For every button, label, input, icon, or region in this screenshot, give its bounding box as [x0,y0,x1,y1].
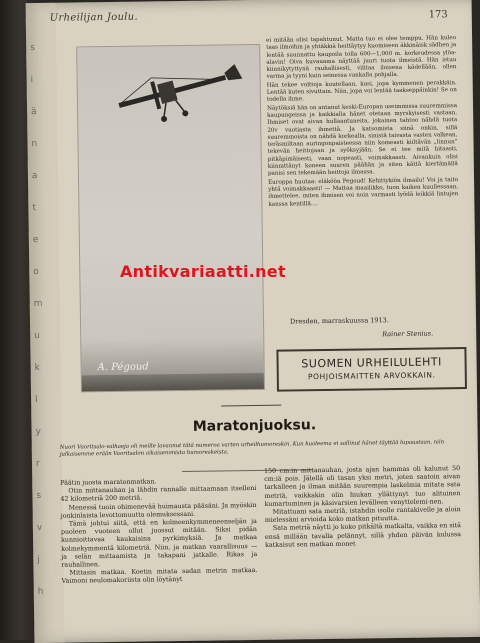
margin-fragment: s [36,490,42,502]
margin-fragment: u [34,330,40,342]
margin-fragment: e [32,234,39,246]
monoplane-icon [77,53,260,146]
ad-subtitle: POHJOISMAITTEN ARVOKKAIN. [307,370,436,382]
paragraph: ei mitään olisi tapahtunut. Matta tuo ei olee temppu. Hän kuleo taas ilmoihin ja yhtäkkiä heittäytyy kuomiseen äkkinäisk sädhen ja lentää suunnattu kaupoila tolla 600—1,000 m. korkeudessa ylöa-alavin! Oiva kuvauama näyttää juuri tuota ilmeistä. Hän istuu kiinnikytyttynä rauhallisesti, vilitaa iloisena kädellään, ollen varma ja tyyni kuin seinessa vankalla pohjalla. [266,35,457,81]
article-column-left [60,477,257,586]
paragraph: Europpa huutaa: eläköön Pegoud! Kehittykiön ilmailu! Voi ja taito yhtä voimakkaasti! — Mattaa maailikko, tuon kaiken kuullessaan, ihmettelee, miten ihmisen voi noin varmasti lyödä leikkiä lintujen kanssa kentillä.... [268,176,459,208]
margin-fragment: ä [31,107,37,118]
right-column-text [266,35,458,209]
paragraph: Sata metriä näytti jo koko pitkältä matkalta, vaikka en sitä ensä millään tavalla pelännyt, sillä yhden päivän kulussa katkaisut sen matkan monet [264,522,462,549]
margin-fragment: y [35,426,41,438]
margin-fragment: m [33,298,43,310]
paragraph: Menessä tuoin ohimenevää huimausta pääsäni. Ja myöskin jonkinlaista levottomuutta olemuksessani. [60,501,257,520]
photo-caption: A. Pégoud [97,361,149,374]
ad-title: SUOMEN URHEILULEHTI [301,355,442,371]
dateline: Dresden, marraskuussa 1913. [289,316,389,326]
margin-fragment: r [35,458,40,470]
watermark: Antikvariaatti.net [120,262,286,281]
margin-fragment: a [31,170,38,182]
margin-fragment: n [31,138,38,150]
margin-fragment: v [36,522,43,534]
paragraph: Tämä johtui siitä, että en kolmeenkymmeneenseljän ja puoleen vuoteen ollut juossut mitään. Siksi pidän kunnioittavaa kaukaisina pyrkimyksiä. Ja matkaa kolmekymmentä kilometriä. Niin, ja matkan vaarallisuus — ja selän mittaamista ja takapani jatkalle. Rikas ja rauhallinen. [60,517,258,569]
paragraph: Mittasin matkaa. Koetin mitata sadan metrin matkaa. Vaimoni neulomakoriista olin löytänyt [61,567,258,586]
book-page [26,0,480,643]
margin-fragment: k [34,362,40,374]
margin-fragment: j [37,555,40,566]
margin-fragment: l [35,395,38,406]
margin-fragment: s [30,43,35,54]
author-signature: Rainer Stenius. [382,329,434,339]
paragraph: Päätin juosta maratonmatkan. [60,478,157,487]
article-intro: Nuori Vaoritsalo-valhaeja oli meille lavannut tätä numeroa varten urheilhumoreskin. Kun kuoleema ei sallinut hänet täyttää lupaustaan, niin julkaisemme erään Vaoritsalon aikaisemmista humoreskeista. [59,439,445,458]
section-divider [221,405,281,407]
paragraph: Näytöksiä hän on antanut keski-Europan useimmissa suuremmissa kaupungeissa ja kaikkialla hänet otetaan myrskyisesti vastaan. Ihmiset ovat aivan hullaantuneita, jokainen tahtoo nähdä tuota 20v vuotiasta ihmettä. Ja katsomista siinä onkin, sillä suuremmoista on nähdä korkealla, sinistä taivasta vasten valkean, teräsmiltaan auringonpaisteessa niin komeasti kiiltävän „linnun” tekevän heittojaan ja syöksyjään. Se ei tee mitä hitaasti, pitkäpimäisesti, vaan nopeasti, voimakkaasti. Aivankuin olisi kiinnittänyt koneen suuren päähän ja siten kättä kiertämällä panisi sen tekemään heittoja ilmassa. [267,102,458,178]
margin-fragment: h [37,586,44,598]
page-number: 173 [428,9,448,21]
margin-fragment: i [30,75,34,86]
paragraph: Otin mittanauhan ja lähdin rannalle mittaamaan itselleni 42 kilometriä 200 metriä. [60,485,257,504]
advertisement-box [276,347,467,392]
margin-fragment: o [33,266,39,278]
paragraph: Hän tekee volttoja kuutellaan, kusi, jopa kymmenen perakkäin. Lentää kuten sivuttain. Niin, jopa voi lentää taakseppäinkin! Se on todella ihme. [266,79,457,104]
running-head: Urheilijan Joulu. [49,11,139,24]
paragraph: 150 cm:in mittanauhan, josta ajan hammas oli kalunut 50 cm:iä pois. Jälellä oli tasan yksi metri, joten saatoin aivan tarkalleen ja ilman mitään suurempia laskelmia mitata sata metriä, vaikkakin olin hiukan yllättynyt tuo alituinen kumartuminen ja käsivarsien levälleen venyttelemi-nen. [264,465,461,508]
airplane-photo [76,44,265,393]
article-column-right [264,465,461,550]
margin-fragment: t [32,203,37,214]
photo-ground [82,373,264,392]
article-title: Maratonjuoksu. [192,417,317,435]
paragraph: Mitattuani sata metriä, istahdin isolle rantakivelle ja aloin mielessäni arvioida koko matkan pituutta. [264,506,461,525]
